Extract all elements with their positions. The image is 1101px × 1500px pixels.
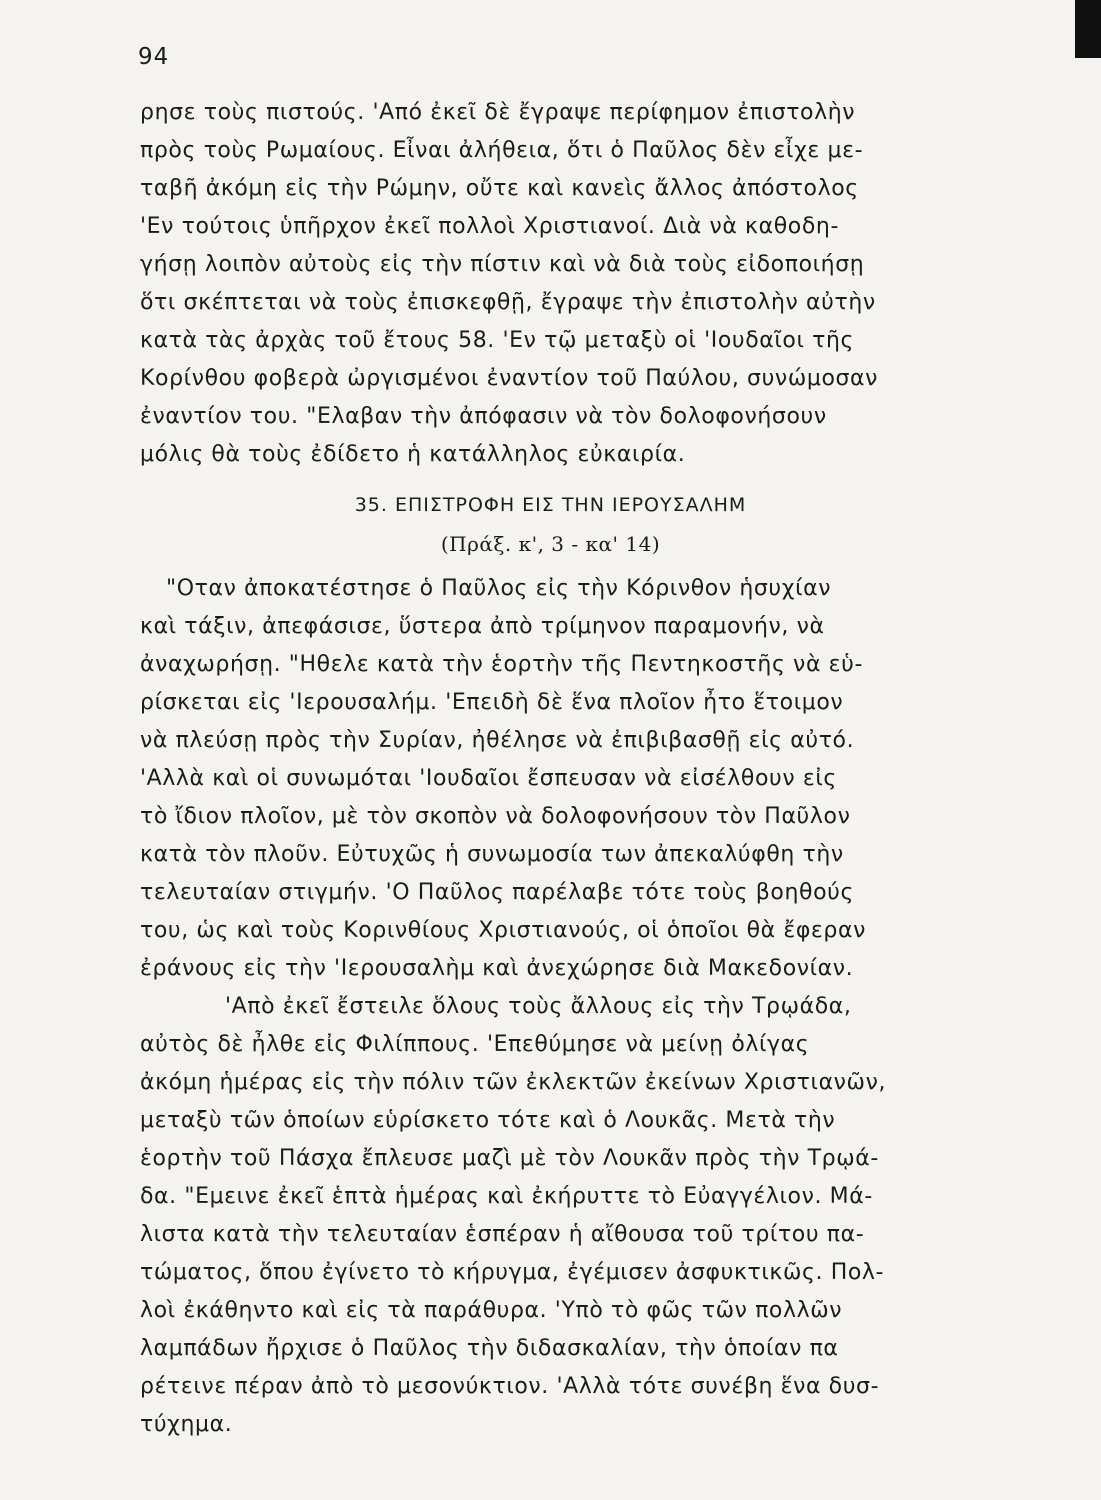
- text-line: 'Απὸ ἐκεῖ ἔστειλε ὅλους τοὺς ἄλλους εἰς τὴν Τρῳάδα,: [225, 994, 852, 1019]
- section-title: 35. ΕΠΙΣΤΡΟΦΗ ΕΙΣ ΤΗΝ ΙΕΡΟΥΣΑΛΗΜ: [354, 494, 747, 516]
- section-reference: (Πράξ. κ', 3 - κα' 14): [440, 532, 661, 556]
- text-line: τὸ ἴδιον πλοῖον, μὲ τὸν σκοπὸν νὰ δολοφονήσουν τὸν Παῦλον: [140, 804, 851, 829]
- text-line: δα. "Εμεινε ἐκεῖ ἑπτὰ ἡμέρας καὶ ἐκήρυττε τὸ Εὐαγγέλιον. Μά-: [140, 1184, 873, 1209]
- text-line: ἀκόμη ἡμέρας εἰς τὴν πόλιν τῶν ἐκλεκτῶν ἐκείνων Χριστιανῶν,: [140, 1070, 887, 1095]
- text-line: μεταξὺ τῶν ὁποίων εὑρίσκετο τότε καὶ ὁ Λουκᾶς. Μετὰ τὴν: [140, 1108, 836, 1133]
- text-line: λιστα κατὰ τὴν τελευταίαν ἑσπέραν ἡ αἴθουσα τοῦ τρίτου πα-: [140, 1222, 865, 1247]
- text-line: του, ὡς καὶ τοὺς Κορινθίους Χριστιανούς, οἱ ὁποῖοι θὰ ἔφεραν: [140, 918, 866, 943]
- text-line: ἐναντίον του. "Ελαβαν τὴν ἀπόφασιν νὰ τὸν δολοφονήσουν: [140, 404, 827, 429]
- text-line: λοὶ ἐκάθηντο καὶ εἰς τὰ παράθυρα. 'Υπὸ τὸ φῶς τῶν πολλῶν: [140, 1298, 843, 1323]
- text-line: ρησε τοὺς πιστούς. 'Από ἐκεῖ δὲ ἔγραψε περίφημον ἐπιστολὴν: [140, 100, 856, 125]
- text-line: ἑορτὴν τοῦ Πάσχα ἔπλευσε μαζὶ μὲ τὸν Λουκᾶν πρὸς τὴν Τρῳά-: [140, 1146, 879, 1171]
- scan-edge-mark: [1075, 0, 1101, 58]
- text-line: ρέτεινε πέραν ἀπὸ τὸ μεσονύκτιον. 'Αλλὰ τότε συνέβη ἕνα δυσ-: [140, 1374, 880, 1399]
- text-line: κατὰ τὰς ἀρχὰς τοῦ ἔτους 58. 'Εν τῷ μεταξὺ οἱ 'Ιουδαῖοι τῆς: [140, 328, 855, 353]
- text-line: "Οταν ἀποκατέστησε ὁ Παῦλος εἰς τὴν Κόρινθον ἡσυχίαν: [166, 576, 832, 601]
- text-line: Κορίνθου φοβερὰ ὠργισμένοι ἐναντίον τοῦ Παύλου, συνώμοσαν: [140, 366, 879, 391]
- text-line: 'Αλλὰ καὶ οἱ συνωμόται 'Ιουδαῖοι ἔσπευσαν νὰ εἰσέλθουν εἰς: [140, 766, 837, 791]
- text-line: τώματος, ὅπου ἐγίνετο τὸ κήρυγμα, ἐγέμισεν ἀσφυκτικῶς. Πολ-: [140, 1260, 885, 1285]
- text-line: 'Εν τούτοις ὑπῆρχον ἐκεῖ πολλοὶ Χριστιανοί. Διὰ νὰ καθοδη-: [140, 214, 839, 239]
- text-line: νὰ πλεύσῃ πρὸς τὴν Συρίαν, ἠθέλησε νὰ ἐπιβιβασθῇ εἰς αὐτό.: [140, 728, 855, 753]
- page-number: 94: [138, 44, 170, 70]
- text-line: τύχημα.: [140, 1412, 233, 1437]
- text-line: γήσῃ λοιπὸν αὐτοὺς εἰς τὴν πίστιν καὶ νὰ διὰ τοὺς εἰδοποιήσῃ: [140, 252, 865, 277]
- text-line: τελευταίαν στιγμήν. 'Ο Παῦλος παρέλαβε τότε τοὺς βοηθούς: [140, 880, 854, 905]
- text-line: μόλις θὰ τοὺς ἐδίδετο ἡ κατάλληλος εὐκαιρία.: [140, 442, 686, 467]
- text-line: ταβῆ ἀκόμη εἰς τὴν Ρώμην, οὔτε καὶ κανεὶς ἄλλος ἀπόστολος: [140, 176, 859, 201]
- text-line: λαμπάδων ἤρχισε ὁ Παῦλος τὴν διδασκαλίαν, τὴν ὁποίαν πα: [140, 1336, 839, 1361]
- text-line: κατὰ τὸν πλοῦν. Εὐτυχῶς ἡ συνωμοσία των ἀπεκαλύφθη τὴν: [140, 842, 844, 867]
- text-line: καὶ τάξιν, ἀπεφάσισε, ὕστερα ἀπὸ τρίμηνον παραμονήν, νὰ: [140, 614, 825, 639]
- text-line: ἀναχωρήσῃ. "Ηθελε κατὰ τὴν ἑορτὴν τῆς Πεντηκοστῆς νὰ εὑ-: [140, 652, 864, 677]
- text-line: πρὸς τοὺς Ρωμαίους. Εἶναι ἀλήθεια, ὅτι ὁ Παῦλος δὲν εἶχε με-: [140, 138, 864, 163]
- text-line: ὅτι σκέπτεται νὰ τοὺς ἐπισκεφθῇ, ἔγραψε τὴν ἐπιστολὴν αὐτὴν: [140, 290, 876, 315]
- text-line: ρίσκεται εἰς 'Ιερουσαλήμ. 'Επειδὴ δὲ ἕνα πλοῖον ἦτο ἕτοιμον: [140, 690, 844, 715]
- text-line: ἐράνους εἰς τὴν 'Ιερουσαλὴμ καὶ ἀνεχώρησε διὰ Μακεδονίαν.: [140, 956, 854, 981]
- text-line: αὐτὸς δὲ ἦλθε εἰς Φιλίππους. 'Επεθύμησε νὰ μείνῃ ὀλίγας: [140, 1032, 810, 1057]
